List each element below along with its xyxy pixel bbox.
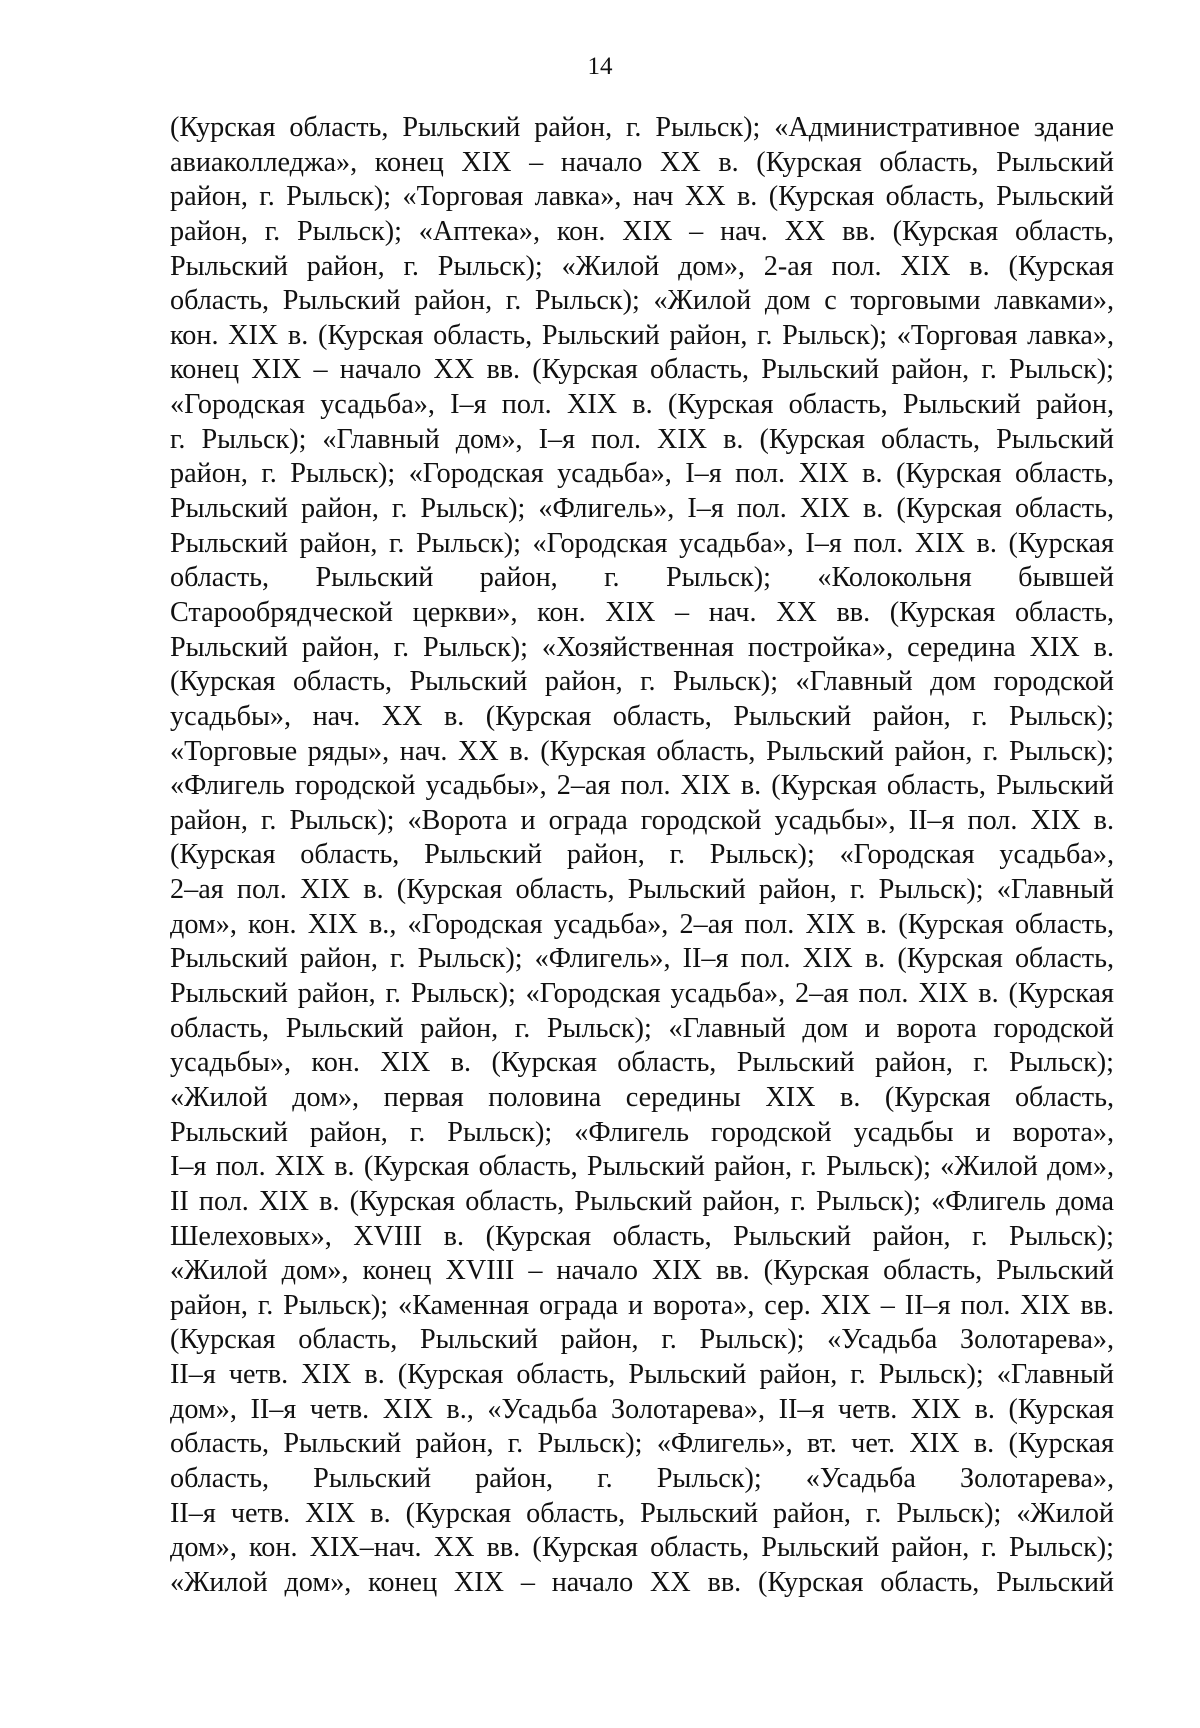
text-line: Рыльский район, г. Рыльск); «Флигель городской усадьбы и ворота», xyxy=(170,1116,1114,1148)
text-line: усадьбы», нач. XX в. (Курская область, Рыльский район, г. Рыльск); xyxy=(170,700,1114,732)
text-line: область, Рыльский район, г. Рыльск); «Главный дом и ворота городской xyxy=(170,1012,1114,1044)
text-line: II–я четв. XIX в. (Курская область, Рыльский район, г. Рыльск); «Жилой xyxy=(170,1497,1114,1529)
body-text xyxy=(170,111,1114,1601)
text-line: (Курская область, Рыльский район, г. Рыльск); «Городская усадьба», xyxy=(170,839,1114,871)
text-line: район, г. Рыльск); «Аптека», кон. XIX – нач. XX вв. (Курская область, xyxy=(170,215,1114,247)
text-line: кон. XIX в. (Курская область, Рыльский район, г. Рыльск); «Торговая лавка», xyxy=(170,319,1114,351)
text-line: район, г. Рыльск); «Городская усадьба», I–я пол. XIX в. (Курская область, xyxy=(170,458,1114,490)
text-line: область, Рыльский район, г. Рыльск); «Колокольня бывшей xyxy=(170,562,1114,594)
text-line: область, Рыльский район, г. Рыльск); «Усадьба Золотарева», xyxy=(170,1462,1114,1494)
text-line: усадьбы», кон. XIX в. (Курская область, Рыльский район, г. Рыльск); xyxy=(170,1047,1114,1079)
text-line: (Курская область, Рыльский район, г. Рыльск); «Административное здание xyxy=(170,112,1114,143)
text-line: Шелеховых», XVIII в. (Курская область, Рыльский район, г. Рыльск); xyxy=(170,1220,1114,1252)
text-line: район, г. Рыльск); «Торговая лавка», нач XX в. (Курская область, Рыльский xyxy=(170,181,1114,213)
text-line: «Жилой дом», конец XIX – начало XX вв. (Курская область, Рыльский xyxy=(170,1566,1114,1598)
text-line: дом», кон. XIX–нач. XX вв. (Курская область, Рыльский район, г. Рыльск); xyxy=(170,1532,1114,1564)
text-line: район, г. Рыльск); «Ворота и ограда городской усадьбы», II–я пол. XIX в. xyxy=(170,804,1114,836)
text-line: Рыльский район, г. Рыльск); «Городская усадьба», I–я пол. XIX в. (Курская xyxy=(170,527,1114,559)
text-line: I–я пол. XIX в. (Курская область, Рыльский район, г. Рыльск); «Жилой дом», xyxy=(170,1151,1114,1183)
text-line: г. Рыльск); «Главный дом», I–я пол. XIX в. (Курская область, Рыльский xyxy=(170,423,1114,455)
text-line: (Курская область, Рыльский район, г. Рыльск); «Усадьба Золотарева», xyxy=(170,1324,1114,1356)
text-line: «Торговые ряды», нач. XX в. (Курская область, Рыльский район, г. Рыльск); xyxy=(170,735,1114,767)
text-line: «Флигель городской усадьбы», 2–ая пол. XIX в. (Курская область, Рыльский xyxy=(170,770,1114,802)
text-line: Рыльский район, г. Рыльск); «Жилой дом», 2-ая пол. XIX в. (Курская xyxy=(170,250,1114,282)
text-line: II пол. XIX в. (Курская область, Рыльский район, г. Рыльск); «Флигель дома xyxy=(170,1185,1114,1217)
text-line: «Городская усадьба», I–я пол. XIX в. (Курская область, Рыльский район, xyxy=(170,389,1114,421)
text-line: дом», II–я четв. XIX в., «Усадьба Золотарева», II–я четв. XIX в. (Курская xyxy=(170,1393,1114,1425)
text-line: «Жилой дом», первая половина середины XIX в. (Курская область, xyxy=(170,1081,1114,1113)
text-line: 2–ая пол. XIX в. (Курская область, Рыльский район, г. Рыльск); «Главный xyxy=(170,874,1114,906)
text-line: Рыльский район, г. Рыльск); «Городская усадьба», 2–ая пол. XIX в. (Курская xyxy=(170,978,1114,1010)
text-line: район, г. Рыльск); «Каменная ограда и ворота», сер. XIX – II–я пол. XIX вв. xyxy=(170,1289,1114,1321)
text-line: конец XIX – начало XX вв. (Курская область, Рыльский район, г. Рыльск); xyxy=(170,354,1114,386)
text-line: Рыльский район, г. Рыльск); «Флигель», II–я пол. XIX в. (Курская область, xyxy=(170,943,1114,975)
text-line: область, Рыльский район, г. Рыльск); «Флигель», вт. чет. XIX в. (Курская xyxy=(170,1428,1114,1460)
page-number: 14 xyxy=(587,53,613,80)
text-line: «Жилой дом», конец XVIII – начало XIX вв. (Курская область, Рыльский xyxy=(170,1255,1114,1287)
text-line: авиаколледжа», конец XIX – начало XX в. (Курская область, Рыльский xyxy=(170,146,1114,178)
text-line: Старообрядческой церкви», кон. XIX – нач. XX вв. (Курская область, xyxy=(170,596,1114,628)
text-line: II–я четв. XIX в. (Курская область, Рыльский район, г. Рыльск); «Главный xyxy=(170,1359,1114,1391)
text-line: Рыльский район, г. Рыльск); «Хозяйственная постройка», середина XIX в. xyxy=(170,631,1114,663)
text-line: Рыльский район, г. Рыльск); «Флигель», I–я пол. XIX в. (Курская область, xyxy=(170,493,1114,525)
text-line: область, Рыльский район, г. Рыльск); «Жилой дом с торговыми лавками», xyxy=(170,285,1114,317)
text-line: (Курская область, Рыльский район, г. Рыльск); «Главный дом городской xyxy=(170,666,1114,698)
text-line: дом», кон. XIX в., «Городская усадьба», 2–ая пол. XIX в. (Курская область, xyxy=(170,908,1114,940)
